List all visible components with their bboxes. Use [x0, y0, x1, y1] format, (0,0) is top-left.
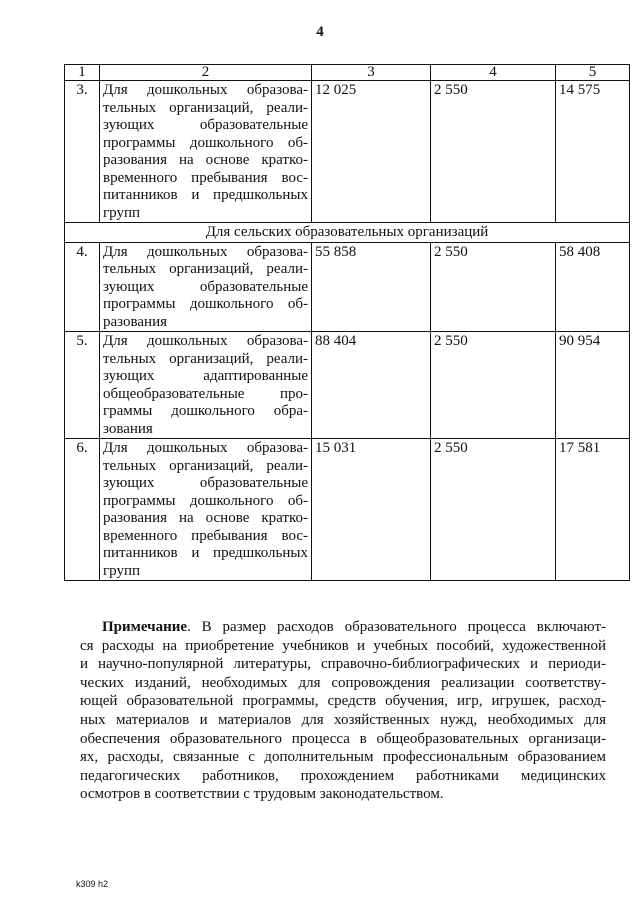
description-line: общеобразовательные про-	[103, 385, 308, 402]
description-line: временного пребывания вос-	[103, 169, 308, 186]
value-col-3: 12 025	[312, 81, 431, 223]
row-description	[100, 81, 312, 223]
description-line: Для дошкольных образова-	[103, 82, 308, 98]
description-line: питанников и предшкольных	[103, 187, 308, 203]
row-number: 3.	[65, 81, 100, 223]
value-col-5: 14 575	[556, 81, 630, 223]
note-line: ческих изданий, необходимых для сопровождения реализации соответству-	[80, 674, 606, 691]
description-line: групп	[103, 204, 141, 221]
value-col-4: 2 550	[431, 81, 556, 223]
table-row	[65, 81, 630, 223]
value-col-4: 2 550	[431, 439, 556, 581]
description-line: зующих образовательные	[103, 117, 308, 133]
table-row	[65, 332, 630, 439]
value-col-5: 17 581	[556, 439, 630, 581]
row-description	[100, 439, 312, 581]
note-paragraph	[80, 618, 606, 804]
description-line: тельных организаций, реали-	[103, 261, 308, 277]
value-col-3: 15 031	[312, 439, 431, 581]
note-lines	[80, 637, 606, 804]
description-line: программы дошкольного об-	[103, 296, 308, 312]
description-line: питанников и предшкольных	[103, 545, 308, 561]
description-line: зования	[103, 420, 153, 437]
value-col-3: 88 404	[312, 332, 431, 439]
footer-code: k309 h2	[76, 879, 109, 889]
description-line: групп	[103, 562, 141, 579]
description-line: зующих адаптированные	[103, 368, 308, 384]
value-col-5: 90 954	[556, 332, 630, 439]
value-col-4: 2 550	[431, 242, 556, 332]
description-line: тельных организаций, реали-	[103, 99, 308, 116]
header-col-2: 2	[100, 65, 312, 81]
note-line: ющей образовательной программы, средств обучения, игр, игрушек, расход-	[80, 693, 606, 710]
description-line: разования на основе кратко-	[103, 152, 308, 168]
header-col-3: 3	[312, 65, 431, 81]
description-line: Для дошкольных образова-	[103, 243, 308, 260]
section-row-rural	[65, 223, 630, 243]
table-row	[65, 439, 630, 581]
description-line: программы дошкольного об-	[103, 492, 308, 509]
table-row	[65, 242, 630, 332]
section-title: Для сельских образовательных организаций	[65, 223, 630, 243]
note-line: осмотров в соответствии с трудовым законодательством.	[80, 786, 444, 803]
description-line: тельных организаций, реали-	[103, 457, 308, 474]
description-line: временного пребывания вос-	[103, 527, 308, 544]
description-line: программы дошкольного об-	[103, 134, 308, 151]
description-line: разования на основе кратко-	[103, 510, 308, 526]
header-col-4: 4	[431, 65, 556, 81]
note-line: и научно-популярной литературы, справочно-библиографических и периоди-	[80, 656, 606, 673]
table-header-row	[65, 65, 630, 81]
row-number: 5.	[65, 332, 100, 439]
table-body	[65, 65, 630, 581]
expenses-table	[64, 64, 630, 581]
description-line: граммы дошкольного обра-	[103, 403, 308, 419]
row-number: 6.	[65, 439, 100, 581]
value-col-3: 55 858	[312, 242, 431, 332]
row-description	[100, 332, 312, 439]
note-line: ях, расходы, связанные с дополнительным профессиональным образованием	[80, 749, 606, 766]
note-label: Примечание	[102, 619, 188, 635]
description-line: разования	[103, 313, 167, 330]
page-number: 4	[316, 24, 324, 40]
header-col-1: 1	[65, 65, 100, 81]
row-number: 4.	[65, 242, 100, 332]
description-line: Для дошкольных образова-	[103, 440, 308, 456]
row-description	[100, 242, 312, 332]
header-col-5: 5	[556, 65, 630, 81]
description-line: Для дошкольных образова-	[103, 333, 308, 349]
note-first-line-text: . В размер расходов образовательного процесса включают-	[187, 619, 606, 635]
description-line: тельных организаций, реали-	[103, 350, 308, 367]
note-line: обеспечения образовательного процесса в общеобразовательных организаци-	[80, 730, 606, 747]
note-first-line	[80, 618, 606, 637]
value-col-4: 2 550	[431, 332, 556, 439]
note-line: ся расходы на приобретение учебников и учебных пособий, художественной	[80, 637, 606, 654]
note-line: педагогических работников, прохождением работниками медицинских	[80, 767, 606, 784]
value-col-5: 58 408	[556, 242, 630, 332]
note-line: ных материалов и материалов для хозяйственных нужд, необходимых для	[80, 711, 606, 728]
description-line: зующих образовательные	[103, 278, 308, 295]
description-line: зующих образовательные	[103, 475, 308, 491]
